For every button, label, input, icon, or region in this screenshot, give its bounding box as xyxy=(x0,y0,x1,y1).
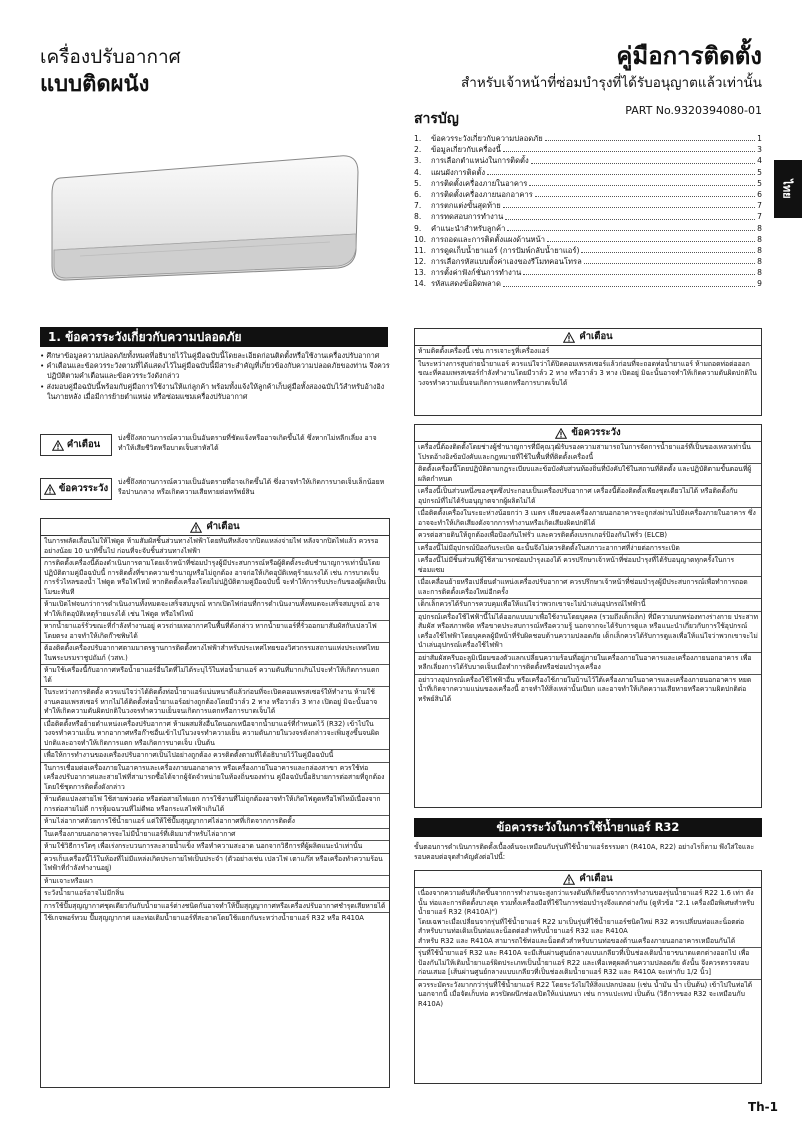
toc-item[interactable] xyxy=(414,167,762,178)
table-row: อุปกรณ์เครื่องใช้ไฟฟ้านี้ไม่ได้ออกแบบมาเพื่อใช้งานโดยบุคคล (รวมถึงเด็กเล็ก) ที่มีความบกพร่องทางร่างกาย ประสาทสัมผัส หรือสภาพจิต หรือขาดประสบการณ์หรือความรู้ นอกจากจะได้รับการดูแล หรือแนะนำเกี่ยวกับการใช้อุปกรณ์เครื่องใช้ไฟฟ้าโดยบุคคลผู้มีหน้าที่รับผิดชอบด้านความปลอดภัย เด็กเล็กควรได้รับการดูแลเพื่อให้แน่ใจว่าพวกเขาจะไม่นำเล่นอุปกรณ์เครื่องใช้ไฟฟ้า xyxy=(415,612,761,653)
toc-leader-dots xyxy=(503,200,755,208)
table-row: ห้ามดัดแปลงสายไฟ ใช้สายพ่วงต่อ หรือต่อสายไฟแยก การใช้งานที่ไม่ถูกต้องอาจทำให้เกิดไฟดูดหรือไฟไหม้เนื่องจากการต่อสายไม่ดี การหุ้มฉนวนที่ไม่ดีพอ หรือกระแสไฟฟ้าเกินได้ xyxy=(41,794,389,816)
toc-item-number: 14. xyxy=(414,279,427,289)
toc-item-number: 1. xyxy=(414,134,422,143)
toc-item-label: การตั้งค่าฟังก์ชั่นการทำงาน xyxy=(431,268,522,278)
table-row: เมื่อติดตั้งเครื่องในระยะห่างน้อยกว่า 3 เมตร เสียงของเครื่องภายนอกอาคารจะถูกส่งผ่านไปยังเครื่องภายในอาคาร ซึ่งอาจจะทำให้เกิดเสียงดังจากการทำงานหรือเกิดเสียงผิดปกติได้ xyxy=(415,508,761,530)
table-row: อย่าวางอุปกรณ์เครื่องใช้ไฟฟ้าอื่น หรือเครื่องใช้ภายในบ้านไว้ใต้เครื่องภายในอาคารและเครื่องภายนอกอาคาร หยดน้ำที่เกิดจากความแน่นของเครื่องนี้ อาจทำให้สิ่งเหล่านั้นเปียก และอาจทำให้เกิดความเสียหายหรือความผิดปกติต่อทรัพย์สินได้ xyxy=(418,675,752,703)
toc-item-number: 5. xyxy=(414,178,422,188)
warning-triangle-icon xyxy=(190,522,202,533)
toc-item-page: 1 xyxy=(757,134,762,143)
table-row: อย่าสัมผัสครีบอะลูมิเนียมของตัวแลกเปลี่ยนความร้อนที่อยู่ภายในเครื่องภายในอาคารและเครื่องภายนอกอาคาร เพื่อหลีกเลี่ยงการได้รับบาดเจ็บเมื่อทำการติดตั้งหรือซ่อมบำรุงเครื่อง xyxy=(415,653,761,675)
caution-description: บ่งชี้ถึงสถานการณ์ความเป็นอันตรายที่อาจเกิดขึ้นได้ ซึ่งอาจทำให้เกิดการบาดเจ็บเล็กน้อยหรือปานกลาง หรือเกิดความเสียหายต่อทรัพย์สิน xyxy=(118,478,385,496)
toc-item-page: 3 xyxy=(757,145,762,155)
language-tab xyxy=(774,160,802,218)
table-row: ต้องติดตั้งเครื่องปรับอากาศตามมาตรฐานการติดตั้งทางไฟฟ้าสำหรับประเทศไทยของวิศวกรรมสถานแห่งประเทศไทยในพระบรมราชูปถัมภ์ (วสท.) xyxy=(41,643,389,665)
toc-leader-dots xyxy=(487,167,755,175)
toc-leader-dots xyxy=(545,133,755,141)
toc-title: สารบัญ xyxy=(414,111,459,127)
product-line-1: เครื่องปรับอากาศ xyxy=(40,46,181,68)
warning-table-title: คำเตือน xyxy=(206,521,240,533)
toc-item-label: การถอดและการติดตั้งแผงด้านหน้า xyxy=(431,234,545,244)
toc-item-label: ข้อควรระวังเกี่ยวกับความปลอดภัย xyxy=(431,134,543,143)
table-row: การใช้ปั๊มสุญญากาศชุดเดียวกันกับน้ำยาแอร์ต่างชนิดกันอาจทำให้ปั๊มสุญญากาศหรือเครื่องปรับอากาศชำรุดเสียหายได้ xyxy=(41,901,389,914)
toc-item-page: 8 xyxy=(757,245,762,255)
toc-item-number: 9. xyxy=(414,223,422,233)
warning-table-title: คำเตือน xyxy=(579,873,613,885)
toc-item-label: การดูดเก็บน้ำยาแอร์ (การปัมพ์กลับน้ำยาแอร์) xyxy=(431,245,580,255)
table-row: ติดตั้งเครื่องนี้โดยปฏิบัติตามกฎระเบียบและข้อบังคับส่วนท้องถิ่นที่บังคับใช้ในสถานที่ติดตั้ง และปฏิบัติตามขั้นตอนที่ผู้ผลิตกำหนด xyxy=(415,464,761,486)
toc-item[interactable] xyxy=(414,155,762,166)
caution-definition xyxy=(40,478,390,500)
r32-warning-rows xyxy=(415,888,761,1010)
toc-item-label: การทดสอบการทำงาน xyxy=(431,212,504,222)
table-row: ห้ามไล่อากาศด้วยการใช้น้ำยาแอร์ แต่ให้ใช้ปั๊มสุญญากาศไล่อากาศที่เกิดจากการติดตั้ง xyxy=(41,816,389,829)
toc-item-page: 8 xyxy=(757,223,762,233)
toc-item-number: 8. xyxy=(414,212,422,222)
left-warning-table xyxy=(40,518,390,1088)
toc-item[interactable] xyxy=(414,245,762,256)
manual-subtitle: สำหรับเจ้าหน้าที่ซ่อมบำรุงที่ได้รับอนุญาตแล้วเท่านั้น xyxy=(461,75,762,91)
warning-table-rows xyxy=(41,536,389,925)
toc-leader-dots xyxy=(529,178,755,186)
toc-item[interactable] xyxy=(414,223,762,234)
toc-item-page: 6 xyxy=(757,189,762,199)
table-row: ในเครื่องภายนอกอาคารจะไม่มีน้ำยาแอร์ที่เติมมาสำหรับไล่อากาศ xyxy=(41,829,389,842)
table-row: เครื่องนี้ไม่มีอุปกรณ์ป้องกันระเบิด ฉะนั้นจึงไม่ควรติดตั้งในสภาวะอากาศที่ง่ายต่อการระเบิด xyxy=(415,543,761,556)
toc-item-page: 4 xyxy=(757,156,762,166)
toc-item[interactable] xyxy=(414,133,762,144)
table-row: ควรระมัดระวังมากกว่ารุ่นที่ใช้น้ำยาแอร์ R22 โดยระวังไม่ให้สิ่งแปลกปลอม (เช่น น้ำมัน น้ำ เป็นต้น) เข้าไปในท่อได้ นอกจากนี้ เมื่อจัดเก็บท่อ ควรปิดผนึกช่องเปิดให้แน่นหนา เช่น การแปะเทป เป็นต้น (วิธีการของ R32 จะเหมือนกับ R410A) xyxy=(418,980,753,1008)
toc-item[interactable] xyxy=(414,256,762,267)
warning-table-rows xyxy=(415,346,761,389)
part-number: PART No.9320394080-01 xyxy=(625,104,762,117)
warning-table-title: คำเตือน xyxy=(579,331,613,343)
table-row: ห้ามเจาะหรือเผา xyxy=(41,876,389,889)
warning-table-header xyxy=(415,871,761,888)
toc-item-page: 9 xyxy=(757,279,762,289)
bullet-item: • คำเตือนและข้อควรระวังตามที่ได้แสดงไว้ในคู่มือฉบับนี้มีสาระสำคัญที่เกี่ยวข้องกับความปลอดภัยของท่าน จึงควรปฏิบัติตามคำเตือนและข้อควรระวังดังกล่าว xyxy=(40,361,390,381)
toc-item-number: 12. xyxy=(414,257,427,267)
table-row: เนื่องจากความดันที่เกิดขึ้นจากการทำงานจะสูงกว่าแรงดันที่เกิดขึ้นจากการทำงานของรุ่นน้ำยาแอร์ R22 1.6 เท่า ดังนั้น ท่อและการติดตั้งบางจุด รวมทั้งเครื่องมือที่ใช้ในการซ่อมบำรุงจึงแตกต่างกัน (ดูหัวข้อ "2.1 เครื่องมือพิเศษสำหรับน้ำยาแอร์ R32 (R410A)") โดยเฉพาะเมื่อเปลี่ยนจากรุ่นที่ใช้น้ำยาแอร์ R22 มาเป็นรุ่นที่ใช้น้ำยาแอร์ชนิดใหม่ R32 ควรเปลี่ยนท่อและน็อตต่อสำหรับบานท่อเดิมเป็นท่อและน็อตต่อสำหรับน้ำยาแอร์ R32 และ R410A สำหรับ R32 และ R410A สามารถใช้ท่อและน็อตตัวสำหรับบานท่อของด้านเครื่องภายนอกอาคารเหมือนกันได้ xyxy=(415,888,761,948)
toc-leader-dots xyxy=(584,256,755,264)
toc-item[interactable] xyxy=(414,200,762,211)
toc-item-number: 6. xyxy=(414,189,422,199)
table-row: หากน้ำยาแอร์รั่วขณะที่กำลังทำงานอยู่ ควรถ่ายเทอากาศในพื้นที่ดังกล่าว หากน้ำยาแอร์ที่รั่วออกมาสัมผัสกับเปลวไฟโดยตรง อาจทำให้เกิดก๊าซพิษได้ xyxy=(41,621,389,643)
warning-label: คำเตือน xyxy=(66,439,101,451)
toc-item-label: การติดตั้งเครื่องภายในอาคาร xyxy=(431,178,528,188)
toc-item-page: 7 xyxy=(757,201,762,211)
warning-triangle-icon xyxy=(563,332,575,343)
table-row: เครื่องนี้เป็นส่วนหนึ่งของชุดซึ่งประกอบเป็นเครื่องปรับอากาศ เครื่องนี้ต้องติดตั้งเพียงชุดเดียวไม่ได้ หรือติดตั้งกับอุปกรณ์ที่ไม่ได้รับอนุญาตจากผู้ผลิตไม่ได้ xyxy=(415,486,761,508)
manual-heading xyxy=(362,40,762,94)
section-1-title: 1. ข้อควรระวังเกี่ยวกับความปลอดภัย xyxy=(40,327,388,347)
table-of-contents xyxy=(414,133,762,290)
table-row: เด็กเล็กควรได้รับการควบคุมเพื่อให้แน่ใจว่าพวกเขาจะไม่นำเล่นอุปกรณ์ไฟฟ้านี้ xyxy=(415,599,761,612)
warning-table-header xyxy=(415,329,761,346)
toc-item[interactable] xyxy=(414,234,762,245)
table-row: ห้ามเปิดไฟจนกว่าการดำเนินงานทั้งหมดจะเสร็จสมบูรณ์ หากเปิดไฟก่อนที่การดำเนินงานทั้งหมดจะเสร็จสมบูรณ์ อาจทำให้เกิดอุบัติเหตุร้ายแรงได้ เช่น ไฟดูด หรือไฟไหม้ xyxy=(41,599,389,621)
toc-leader-dots xyxy=(535,189,755,197)
page-number: Th-1 xyxy=(747,1100,778,1114)
toc-item-page: 8 xyxy=(757,257,762,267)
table-row: ควรต่อสายดินให้ถูกต้องเพื่อป้องกันไฟรั่ว และควรติดตั้งเบรกเกอร์ป้องกันไฟรั่ว (ELCB) xyxy=(415,530,761,543)
table-row: ระวังน้ำยาแอร์อาจไม่มีกลิ่น xyxy=(41,888,389,901)
toc-leader-dots xyxy=(507,223,755,231)
caution-label: ข้อควรระวัง xyxy=(58,483,109,495)
caution-triangle-icon xyxy=(555,428,567,439)
toc-leader-dots xyxy=(531,155,755,163)
caution-table-title: ข้อควรระวัง xyxy=(571,427,621,439)
toc-item-page: 5 xyxy=(757,167,762,177)
product-heading xyxy=(40,44,380,100)
toc-item[interactable] xyxy=(414,189,762,200)
caution-table-header xyxy=(415,425,761,442)
toc-item-label: รหัสแสดงข้อผิดพลาด xyxy=(431,279,501,289)
warning-table-header xyxy=(41,519,389,536)
toc-leader-dots xyxy=(581,245,755,253)
table-row: ในการเชื่อมต่อเครื่องภายในอาคารและเครื่องภายนอกอาคาร หรือเครื่องภายในอาคารและกล่องสาขา ควรใช้ท่อเครื่องปรับอากาศและสายไฟที่สามารถซื้อได้จากผู้จัดจำหน่ายในท้องถิ่นของท่าน คู่มือฉบับนี้อธิบายการต่อสายที่ถูกต้องโดยใช้ชุดการติดตั้งดังกล่าว xyxy=(41,763,389,795)
language-label: ไทย xyxy=(780,179,794,199)
toc-item-number: 3. xyxy=(414,156,422,166)
table-row: ห้ามใช้เครื่องนี้กับอากาศหรือน้ำยาแอร์อื่นใดที่ไม่ได้ระบุไว้ในท่อน้ำยาแอร์ ความดันที่มากเกินไปจะทำให้เกิดการแตกได้ xyxy=(41,665,389,687)
toc-item-number: 10. xyxy=(414,234,427,244)
table-row: การติดตั้งเครื่องนี้ต้องดำเนินการตามโดยเจ้าหน้าที่ซ่อมบำรุงผู้มีประสบการณ์หรือผู้ติดตั้งระดับชำนาญการเท่านั้นโดยปฏิบัติตามคู่มือฉบับนี้ การติดตั้งที่ขาดความชำนาญหรือไม่ถูกต้อง อาจก่อให้เกิดอุบัติเหตุร้ายแรงได้ เช่น การบาดเจ็บ การรั่วไหลของน้ำ ไฟดูด หรือไฟไหม้ หากติดตั้งเครื่องโดยไม่ปฏิบัติตามคู่มือฉบับนี้ จะทำให้การรับประกันของผู้ผลิตเป็นโมฆะทันที xyxy=(41,558,389,599)
toc-item-label: การเลือกตำแหน่งในการติดตั้ง xyxy=(431,156,529,166)
toc-item-label: คำแนะนำสำหรับลูกค้า xyxy=(431,223,506,233)
toc-leader-dots xyxy=(505,211,755,219)
table-row: ในระหว่างการติดตั้ง ควรแน่ใจว่าได้ติดตั้งท่อน้ำยาแอร์แน่นหนาดีแล้วก่อนที่จะเปิดคอมเพรสเซอร์ให้ทำงาน ห้ามใช้งานคอมเพรสเซอร์ หากไม่ได้ติดตั้งท่อน้ำยาแอร์อย่างถูกต้องโดยมีวาล์ว 2 ทาง หรือวาล์ว 3 ทาง เปิดอยู่ มิฉะนั้นอาจทำให้เกิดความดันผิดปกติในวงจรทำความเย็นจนเกิดการแตกหรือการบาดเจ็บได้ xyxy=(41,687,389,719)
warning-definition xyxy=(40,434,390,456)
r32-warning-table xyxy=(414,870,762,1084)
table-row: ควรเก็บเครื่องนี้ไว้ในห้องที่ไม่มีแหล่งเกิดประกายไฟเป็นประจำ (ตัวอย่างเช่น เปลวไฟ เตาแก๊ส หรือเครื่องทำความร้อนไฟฟ้าที่กำลังทำงานอยู่) xyxy=(41,854,389,876)
toc-item-number: 13. xyxy=(414,268,427,278)
toc-item[interactable] xyxy=(414,178,762,189)
toc-item[interactable] xyxy=(414,278,762,289)
toc-item-number: 7. xyxy=(414,201,422,211)
toc-item-page: 7 xyxy=(757,212,762,222)
table-row: เพื่อให้การทำงานของเครื่องปรับอากาศเป็นไปอย่างถูกต้อง ควรติดตั้งตามที่ได้อธิบายไว้ในคู่มือฉบับนี้ xyxy=(41,750,389,763)
toc-item[interactable] xyxy=(414,211,762,222)
toc-item-label: การตกแต่งขั้นสุดท้าย xyxy=(431,201,501,211)
bullet-item: • ส่งมอบคู่มือฉบับนี้พร้อมกับคู่มือการใช้งานให้แก่ลูกค้า พร้อมทั้งแจ้งให้ลูกค้าเก็บคู่มือทั้งสองฉบับไว้สำหรับอ้างอิงในภายหลัง เมื่อมีการย้ายตำแหน่ง หรือซ่อมแซมเครื่องปรับอากาศ xyxy=(40,381,385,401)
table-row: เครื่องนี้ไม่มีชิ้นส่วนที่ผู้ใช้สามารถซ่อมบำรุงเองได้ ควรปรึกษาเจ้าหน้าที่ซ่อมบำรุงที่ได้รับอนุญาตทุกครั้งในการซ่อมแซม xyxy=(415,555,761,577)
toc-item[interactable] xyxy=(414,144,762,155)
toc-item-page: 8 xyxy=(757,268,762,278)
warning-triangle-icon xyxy=(52,440,64,451)
toc-leader-dots xyxy=(523,267,755,275)
caution-triangle-icon xyxy=(44,484,56,495)
toc-leader-dots xyxy=(503,144,755,152)
table-row: ในระหว่างการสูบถ่ายน้ำยาแอร์ ควรแน่ใจว่าได้ปิดคอมเพรสเซอร์แล้วก่อนที่จะถอดท่อน้ำยาแอร์ ห้ามถอดท่อต่อออกขณะที่คอมเพรสเซอร์กำลังทำงานโดยมีวาล์ว 2 ทาง หรือวาล์ว 3 ทาง เปิดอยู่ มิฉะนั้นอาจทำให้เกิดความดันผิดปกติในวงจรทำความเย็นจนเกิดการแตกหรือการบาดเจ็บได้ xyxy=(418,359,757,387)
toc-leader-dots xyxy=(547,234,755,242)
caution-table-rows xyxy=(415,442,761,705)
r32-section-title: ข้อควรระวังในการใช้น้ำยาแอร์ R32 xyxy=(414,818,762,837)
product-line-2: แบบติดผนัง xyxy=(40,72,150,97)
table-row: เครื่องนี้ต้องติดตั้งโดยช่างผู้ชำนาญการที่มีคุณวุฒิรับรองความสามารถในการจัดการน้ำยาแอร์ที่เป็นของเหลวเท่านั้น โปรดอ้างอิงข้อบังคับและกฎหมายที่ใช้ในพื้นที่ที่ติดตั้งเครื่องนี้ xyxy=(415,442,761,464)
toc-item-number: 4. xyxy=(414,167,422,177)
table-row: รุ่นที่ใช้น้ำยาแอร์ R32 และ R410A จะมีเส้นผ่านศูนย์กลางแบบเกลียวที่เป็นช่องเติมน้ำยาขนาดแตกต่างออกไป เพื่อป้องกันไม่ให้เติมน้ำยาแอร์ผิดประเภทเป็นน้ำยาแอร์ R22 และเพื่อเหตุผลด้านความปลอดภัย ดังนั้น จึงควรตรวจสอบก่อนเสมอ [เส้นผ่านศูนย์กลางแบบเกลียวที่เป็นช่องเติมน้ำยาแอร์ R32 และ R410A จะเท่ากับ 1/2 นิ้ว] xyxy=(415,948,761,980)
right-caution-table xyxy=(414,424,762,808)
warning-description: บ่งชี้ถึงสถานการณ์ความเป็นอันตรายที่ชัดแจ้งหรืออาจเกิดขึ้นได้ ซึ่งหากไม่หลีกเลี่ยง อาจทำให้เสียชีวิตหรือบาดเจ็บสาหัสได้ xyxy=(118,434,377,452)
toc-leader-dots xyxy=(503,278,755,286)
caution-label-box xyxy=(40,478,112,500)
toc-item-label: การเลือกรหัสแบบตั้งค่าเองของรีโมทคอนโทรล xyxy=(431,257,582,267)
manual-title: คู่มือการติดตั้ง xyxy=(616,42,762,70)
table-row: ห้ามติดตั้งเครื่องนี้ เช่น การเจาะรูที่เครื่องแอร์ xyxy=(415,346,761,359)
intro-bullets xyxy=(40,351,390,402)
toc-item-number: 11. xyxy=(414,245,427,255)
warning-label-box xyxy=(40,434,112,456)
table-row: เมื่อเคลื่อนย้ายหรือเปลี่ยนตำแหน่งเครื่องปรับอากาศ ควรปรึกษาเจ้าหน้าที่ซ่อมบำรุงผู้มีประสบการณ์เพื่อทำการถอดและการติดตั้งเครื่องใหม่อีกครั้ง xyxy=(415,577,761,599)
r32-intro: ขั้นตอนการดำเนินการติดตั้งเบื้องต้นจะเหมือนกับรุ่นที่ใช้น้ำยาแอร์ธรรมดา (R410A, R22) อย่างไรก็ตาม พึงใส่ใจและรอบคอบต่อจุดสำคัญดังต่อไปนี้: xyxy=(414,843,755,861)
table-row: ในการพลัดเลื่อนไม่ให้ไฟดูด ห้ามสัมผัสชิ้นส่วนทางไฟฟ้าโดยทันทีหลังจากปิดแหล่งจ่ายไฟ หลังจากปิดไฟแล้ว ควรรออย่างน้อย 10 นาทีขึ้นไป ก่อนที่จะจับชิ้นส่วนทางไฟฟ้า xyxy=(41,536,389,558)
toc-item-page: 8 xyxy=(757,234,762,244)
toc-item[interactable] xyxy=(414,267,762,278)
table-row: ห้ามใช้วิธีการใดๆ เพื่อเร่งกระบวนการละลายน้ำแข็ง หรือทำความสะอาด นอกจากวิธีการที่ผู้ผลิตแนะนำเท่านั้น xyxy=(41,841,389,854)
air-conditioner-illustration xyxy=(40,138,366,310)
bullet-item: • ศึกษาข้อมูลความปลอดภัยทั้งหมดที่อธิบายไว้ในคู่มือฉบับนี้โดยละเอียดก่อนติดตั้งหรือใช้งานเครื่องปรับอากาศ xyxy=(40,351,380,360)
toc-item-label: การติดตั้งเครื่องภายนอกอาคาร xyxy=(431,189,533,199)
table-row: เมื่อติดตั้งหรือย้ายตำแหน่งเครื่องปรับอากาศ ห้ามผสมสิ่งอื่นใดนอกเหนือจากน้ำยาแอร์ที่กำหนดไว้ (R32) เข้าไปในวงจรทำความเย็น หากอากาศหรือก๊าซอื่นเข้าไปในวงจรทำความเย็น ความดันภายในวงจรดังกล่าวจะเพิ่มสูงขึ้นจนผิดปกติและอาจทำให้เกิดการแตก หรือเกิดการบาดเจ็บ เป็นต้น xyxy=(41,719,389,751)
toc-item-label: ข้อมูลเกี่ยวกับเครื่องนี้ xyxy=(431,145,501,155)
table-row: ใช้เกจพอร์ทวม ปั๊มสุญญากาศ และท่อเติมน้ำยาแอร์ที่สะอาดโดยใช้แยกกันระหว่างน้ำยาแอร์ R32 หรือ R410A xyxy=(44,914,364,922)
toc-item-number: 2. xyxy=(414,145,422,155)
warning-triangle-icon xyxy=(563,874,575,885)
right-warning-table xyxy=(414,328,762,416)
toc-item-label: แผนผังการติดตั้ง xyxy=(431,167,486,177)
toc-item-page: 5 xyxy=(757,178,762,188)
